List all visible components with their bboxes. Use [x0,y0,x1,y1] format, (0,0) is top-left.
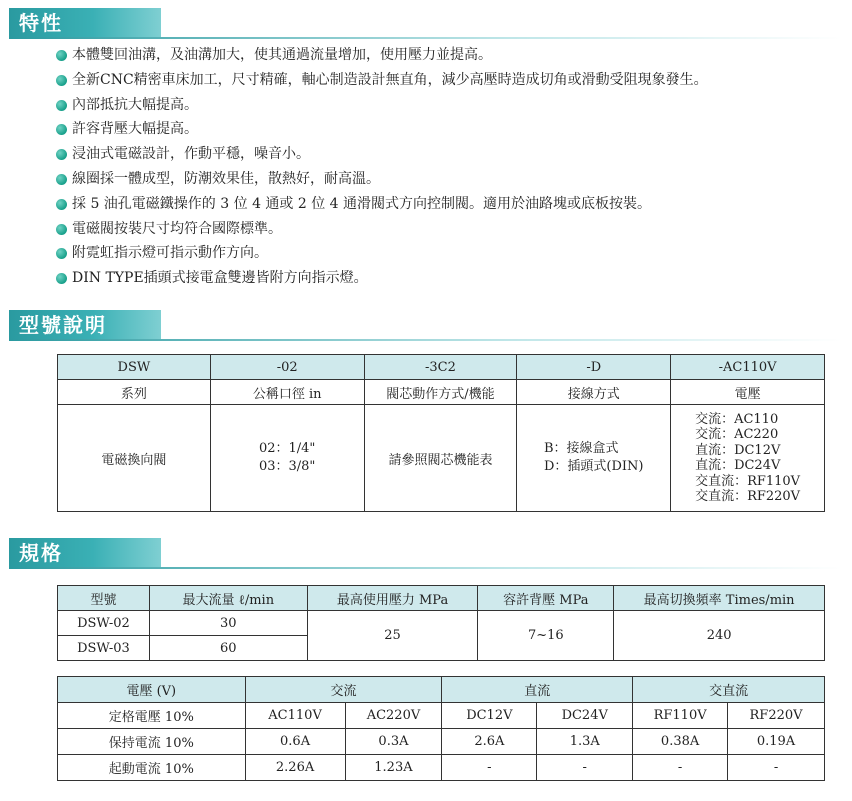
feature-item: 許容背壓大幅提高。 [56,117,708,142]
elec-row [58,703,825,729]
spool-value: 請參照閥芯機能表 [364,405,517,512]
code-size: -02 [210,355,364,380]
feature-item: 全新CNC精密車床加工，尺寸精確，軸心制造設計無直角，減少高壓時造成切角或滑動受阻現象發生。 [56,68,708,93]
model-label-row [58,380,825,405]
elec-cell: - [728,755,825,781]
voltage-option: 交流：AC110 [695,411,779,427]
elec-cell: 1.3A [537,729,633,755]
feature-item: 線圈採一體成型，防潮效果佳，散熱好，耐高溫。 [56,167,708,192]
model-detail-row [58,405,825,512]
spec-header-cell: 最高使用壓力 MPa [307,586,478,611]
elec-cell: - [442,755,537,781]
features-section-title: 特性 [9,8,161,38]
elec-cell: 0.19A [728,729,825,755]
code-voltage: -AC110V [671,355,825,380]
voltage-option: 直流：DC24V [695,458,781,473]
elec-cell: RF220V [728,703,825,729]
feature-item: 採 5 油孔電磁鐵操作的 3 位 4 通或 2 位 4 通滑閥式方向控制閥。適用於油路塊或底板按裝。 [56,192,708,217]
spec-model: DSW-03 [58,636,150,661]
elec-cell: 2.26A [245,755,345,781]
feature-item: 浸油式電磁設計，作動平穩，噪音小。 [56,142,708,167]
elec-row-label: 起動電流 10% [58,755,246,781]
elec-header-label: 電壓 (V) [58,677,246,703]
elec-group-ac: 交流 [245,677,442,703]
voltage-values [671,405,825,512]
elec-cell: - [633,755,728,781]
code-spool: -3C2 [364,355,517,380]
elec-cell: RF110V [633,703,728,729]
elec-row-label: 保持電流 10% [58,729,246,755]
voltage-option: 直流：DC12V [695,442,781,458]
spec-header-cell: 容許背壓 MPa [478,586,614,611]
label-spool: 閥芯動作方式/機能 [364,380,517,405]
elec-row-label: 定格電壓 10% [58,703,246,729]
features-list [56,43,708,291]
electrical-table [57,676,825,781]
spec-header-cell: 最大流量 ℓ/min [149,586,307,611]
feature-item: 電磁閥按裝尺寸均符合國際標準。 [56,217,708,242]
elec-cell: AC220V [345,703,442,729]
elec-group-dc: 直流 [442,677,633,703]
voltage-option: 交直流：RF110V [695,473,801,489]
spec-model: DSW-02 [58,611,150,636]
elec-cell: - [537,755,633,781]
model-code-row [58,355,825,380]
features-section-rule [9,37,842,39]
spec-flow: 60 [149,636,307,661]
wiring-option: B：接線盒式 [543,441,619,456]
elec-cell: DC12V [442,703,537,729]
spec-header-row [58,586,825,611]
model-section-rule [9,339,842,341]
spec-pressure: 25 [307,611,478,661]
voltage-option: 交直流：RF220V [695,489,801,504]
label-wiring: 接線方式 [517,380,671,405]
elec-cell: 0.6A [245,729,345,755]
elec-cell: 2.6A [442,729,537,755]
wiring-option: D：插頭式(DIN) [543,459,644,474]
spec-flow: 30 [149,611,307,636]
feature-item: 附霓虹指示燈可指示動作方向。 [56,241,708,266]
spec-row [58,611,825,636]
label-voltage: 電壓 [671,380,825,405]
size-values [210,405,364,512]
voltage-option: 交流：AC220 [695,427,779,442]
elec-row [58,729,825,755]
spec-section-rule [9,567,842,569]
elec-cell: AC110V [245,703,345,729]
spec-back-pressure: 7~16 [478,611,614,661]
model-section-title: 型號說明 [9,310,161,340]
elec-cell: DC24V [537,703,633,729]
code-series: DSW [58,355,211,380]
spec-table [57,585,825,661]
label-series: 系列 [58,380,211,405]
series-value: 電磁換向閥 [58,405,211,512]
elec-cell: 0.38A [633,729,728,755]
feature-item: 內部抵抗大幅提高。 [56,93,708,118]
elec-cell: 0.3A [345,729,442,755]
elec-cell: 1.23A [345,755,442,781]
model-code-table [57,354,825,512]
elec-row [58,755,825,781]
elec-group-acdc: 交直流 [633,677,825,703]
label-size: 公稱口徑 in [210,380,364,405]
feature-item: DIN TYPE插頭式接電盒雙邊皆附方向指示燈。 [56,266,708,291]
spec-frequency: 240 [614,611,825,661]
spec-header-cell: 最高切換頻率 Times/min [614,586,825,611]
size-option: 02：1/4" [258,441,316,456]
spec-header-cell: 型號 [58,586,150,611]
feature-item: 本體雙回油溝，及油溝加大，使其通過流量增加，使用壓力並提高。 [56,43,708,68]
size-option: 03：3/8" [258,459,316,474]
spec-section-title: 規格 [9,538,161,568]
wiring-values [517,405,671,512]
elec-header-row [58,677,825,703]
code-wiring: -D [517,355,671,380]
